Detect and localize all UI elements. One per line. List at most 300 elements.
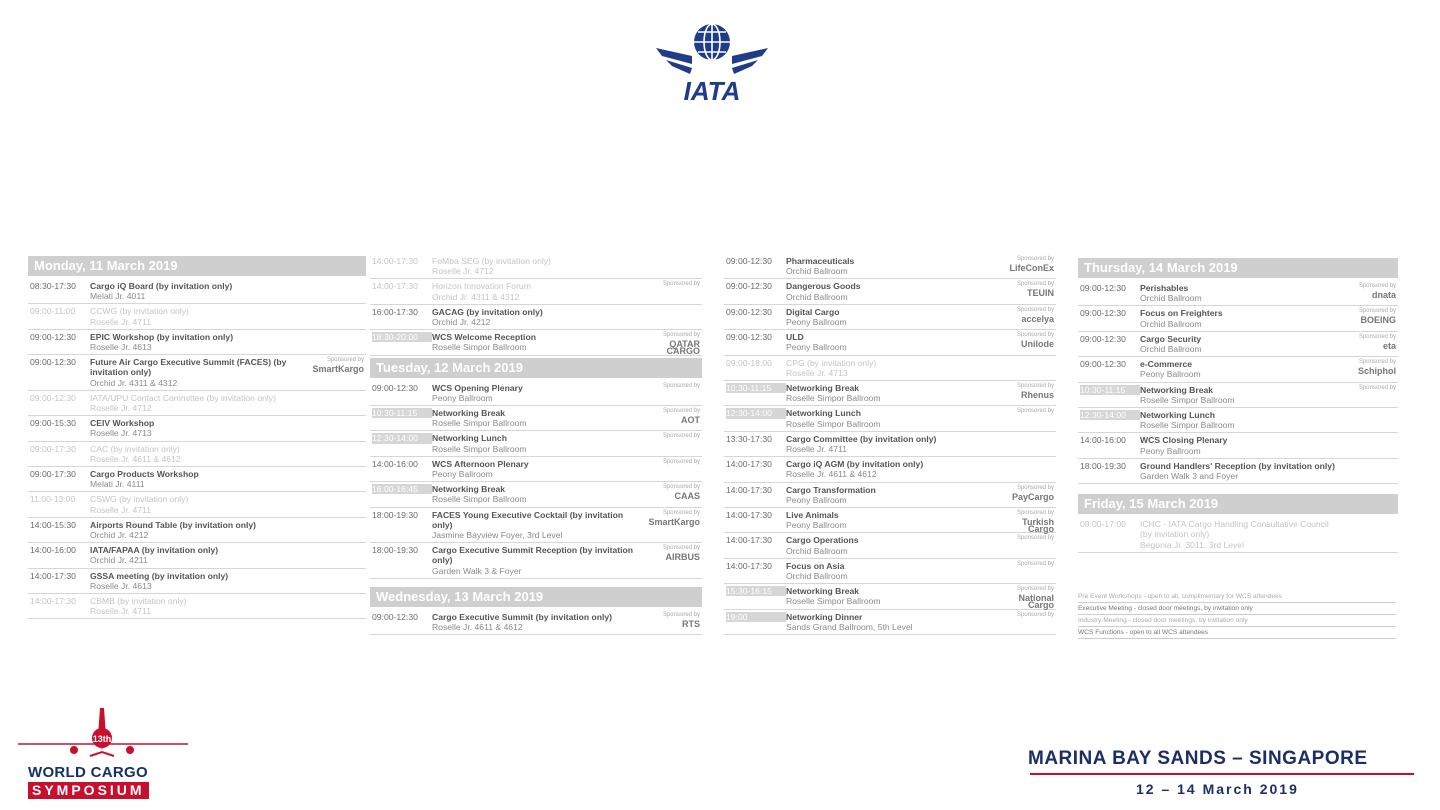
session-time: 09:00-17:30 — [30, 469, 76, 480]
session-time: 09:00-12:30 — [726, 281, 772, 292]
session-list — [370, 381, 702, 579]
session-row — [724, 330, 1056, 355]
session-title: WCS Closing Plenary — [1140, 435, 1228, 446]
session-room: Roselle Simpor Ballroom — [786, 596, 881, 607]
session-room: Peony Ballroom — [786, 342, 847, 353]
session-row — [1078, 459, 1398, 484]
session-time: 14:00-17:30 — [30, 570, 76, 581]
session-room: Roselle Jr. 4611 & 4612 — [90, 453, 181, 464]
legend — [1078, 591, 1398, 639]
sponsor-block — [1002, 307, 1054, 323]
session-time: 09:00-12:30 — [372, 611, 418, 622]
session-row — [1078, 357, 1398, 382]
session-row — [724, 533, 1056, 558]
session-room: Orchid Ballroom — [786, 545, 848, 556]
sponsor-block — [1002, 383, 1054, 399]
session-title: Cargo Committee (by invitation only) — [786, 433, 937, 444]
session-time: 09:00-12:30 — [372, 382, 418, 393]
session-details — [786, 358, 1056, 378]
session-time: 14:00-15:30 — [30, 519, 76, 530]
session-room: Orchid Ballroom — [786, 266, 848, 277]
session-title: Perishables — [1140, 283, 1189, 293]
session-row — [370, 482, 702, 507]
day-header: Monday, 11 March 2019 — [28, 256, 366, 276]
sponsor-label: Sponsored by — [662, 458, 700, 465]
sponsor-label: Sponsored by — [1016, 383, 1054, 390]
session-row — [724, 406, 1056, 431]
sponsor-logo: TEUIN — [1027, 288, 1054, 299]
session-time: 12:30-14:00 — [372, 433, 432, 443]
session-row — [370, 305, 702, 330]
sponsor-block — [1002, 561, 1054, 568]
session-room: Roselle Jr. 4611 & 4612 — [786, 469, 877, 480]
session-row — [1078, 408, 1398, 433]
iata-logo — [652, 20, 772, 104]
sponsor-block — [1002, 586, 1054, 609]
sponsor-block — [648, 408, 700, 424]
session-time: 09:00-12:30 — [1080, 359, 1126, 370]
session-room: Orchid Ballroom — [1140, 344, 1202, 355]
sponsor-logo: Rhenus — [1020, 390, 1054, 401]
sponsor-block — [1002, 510, 1054, 533]
session-room: Roselle Simpor Ballroom — [432, 418, 527, 429]
day-header: Wednesday, 13 March 2019 — [370, 587, 702, 607]
session-row — [1078, 433, 1398, 458]
session-row — [370, 330, 702, 355]
session-time: 15:30-16:15 — [726, 586, 786, 596]
session-row — [724, 457, 1056, 482]
session-room: Roselle Simpor Ballroom — [1140, 420, 1235, 431]
sponsor-block — [1002, 612, 1054, 619]
session-title: CCWG (by invitation only) — [90, 306, 189, 317]
session-title: Digital Cargo — [786, 306, 840, 317]
sponsor-block — [648, 459, 700, 466]
session-row — [370, 457, 702, 482]
session-room: Roselle Simpor Ballroom — [786, 418, 881, 429]
session-room: Peony Ballroom — [432, 469, 493, 480]
session-time: 14:00-17:30 — [726, 484, 772, 495]
session-room: Peony Ballroom — [432, 392, 493, 403]
session-time: 18:00-19:30 — [1080, 460, 1126, 471]
session-room: Roselle Simpor Ballroom — [1140, 394, 1235, 405]
session-title: Focus on Freighters — [1140, 308, 1223, 319]
session-details — [786, 459, 1056, 479]
session-title: WCS Afternoon Plenary — [432, 458, 529, 469]
sponsor-logo: RTS — [682, 618, 700, 629]
session-title: Networking Break — [432, 408, 506, 419]
session-details — [90, 393, 366, 413]
session-time: 09:00-12:30 — [30, 357, 76, 368]
session-time: 09:00-17:30 — [30, 443, 76, 454]
session-row — [370, 279, 702, 304]
legend-item: Pre Event Workshops - open to all, complimentary for WCS attendees — [1078, 591, 1396, 603]
session-title: Horizon Innovation Forum — [432, 281, 531, 292]
sponsor-label: Sponsored by — [662, 484, 700, 491]
session-room: Jasmine Bayview Foyer, 3rd Level — [432, 530, 563, 541]
session-room: Orchid Ballroom — [786, 291, 848, 302]
session-row — [1078, 383, 1398, 408]
session-time: 09:00-18:00 — [726, 357, 772, 368]
session-room: Peony Ballroom — [786, 494, 847, 505]
session-time: 13:30-17:30 — [726, 433, 772, 444]
session-title: Live Animals — [786, 510, 839, 521]
session-row — [724, 610, 1056, 635]
wcs-subtitle: SYMPOSIUM — [28, 782, 149, 799]
session-title: FoMba SEG (by invitation only) — [432, 256, 551, 266]
sponsor-block — [1002, 332, 1054, 348]
sponsor-label: Sponsored by — [662, 433, 700, 440]
sponsor-block — [1344, 283, 1396, 299]
session-row — [370, 610, 702, 635]
session-room: Orchid Jr. 4311 & 4312 — [90, 377, 178, 388]
session-title: Cargo Executive Summit Reception (by invitation only) — [432, 545, 634, 566]
session-time: 16:00-16:45 — [372, 484, 432, 494]
wcs-title: WORLD CARGO — [28, 764, 148, 781]
session-time: 09:00-12:30 — [1080, 333, 1126, 344]
session-room: Garden Walk 3 & Foyer — [432, 565, 522, 576]
sponsor-block — [648, 510, 700, 526]
sponsor-block — [648, 383, 700, 390]
session-time: 12:30-14:00 — [1080, 410, 1140, 420]
session-row — [724, 559, 1056, 584]
day-header: Tuesday, 12 March 2019 — [370, 358, 702, 378]
sponsor-label: Sponsored by — [1358, 384, 1396, 391]
session-row — [724, 508, 1056, 533]
session-details — [1140, 435, 1398, 455]
session-title: Networking Lunch — [1140, 410, 1215, 421]
sponsor-label: Sponsored by — [1016, 306, 1054, 313]
session-list — [724, 254, 1056, 635]
legend-item: WCS Functions - open to all WCS attendees — [1078, 627, 1396, 639]
session-title: WCS Opening Plenary — [432, 382, 523, 393]
sponsor-logo: SmartKargo — [648, 516, 700, 527]
event-dates: 12 – 14 March 2019 — [1136, 781, 1299, 797]
session-list — [1078, 517, 1398, 553]
sponsor-label: Sponsored by — [1358, 283, 1396, 289]
session-time: 09:00-12:30 — [726, 306, 772, 317]
session-title: Cargo Executive Summit (by invitation only) — [432, 611, 613, 622]
session-room: Roselle Simpor Ballroom — [432, 443, 527, 454]
session-list — [370, 254, 702, 356]
sponsor-block — [1344, 359, 1396, 375]
session-time: 18:00-19:30 — [372, 545, 418, 556]
sponsor-label: Sponsored by — [1016, 332, 1054, 339]
session-time: 09:00-12:30 — [30, 331, 76, 342]
session-title: e-Commerce — [1140, 359, 1193, 370]
session-row — [28, 416, 366, 441]
session-details — [1140, 519, 1398, 550]
session-details — [432, 307, 702, 327]
session-room: Peony Ballroom — [786, 520, 847, 531]
sponsor-block — [1344, 334, 1396, 350]
session-row — [28, 518, 366, 543]
session-title: Ground Handlers' Reception (by invitation only) — [1140, 460, 1335, 471]
session-title: CSWG (by invitation only) — [90, 494, 189, 505]
sponsor-logo: AOT — [681, 415, 700, 426]
sponsor-logo: BOEING — [1360, 315, 1396, 326]
session-room: Melati Jr. 4011 — [90, 291, 146, 302]
session-details — [90, 494, 366, 514]
venue-title: MARINA BAY SANDS – SINGAPORE — [1028, 748, 1368, 769]
wcs-edition: 13th — [92, 734, 112, 744]
sponsor-logo: PayCargo — [1011, 491, 1054, 502]
session-title: Networking Dinner — [786, 611, 863, 622]
session-row — [370, 406, 702, 431]
session-title: Networking Break — [432, 484, 506, 495]
session-details — [90, 469, 366, 489]
session-row — [370, 254, 702, 279]
day-header: Thursday, 14 March 2019 — [1078, 258, 1398, 278]
session-time: 16:00-17:30 — [372, 306, 418, 317]
session-time: 09:00-15:30 — [30, 418, 76, 429]
sponsor-label: Sponsored by — [662, 545, 700, 552]
sponsor-logo: Turkish Cargo — [1022, 517, 1054, 535]
session-row — [724, 356, 1056, 381]
session-room: Roselle Jr. 4712 — [432, 266, 494, 277]
session-title: Cargo Operations — [786, 535, 859, 546]
session-room: Roselle Jr. 4713 — [90, 428, 152, 439]
sponsor-block — [1002, 408, 1054, 415]
sponsor-label: Sponsored by — [1016, 281, 1054, 288]
sponsor-block — [1002, 535, 1054, 542]
session-time: 10:30-11:15 — [372, 408, 432, 418]
iata-logo-text: IATA — [683, 76, 741, 104]
session-row — [370, 543, 702, 579]
session-room: Roselle Jr. 4711 — [786, 444, 847, 455]
session-room: Roselle Simpor Ballroom — [432, 494, 527, 505]
session-room: Orchid Jr. 4212 — [90, 530, 149, 541]
session-details — [90, 596, 366, 616]
session-time: 14:00-17:30 — [372, 281, 418, 292]
session-details — [1140, 410, 1398, 430]
sponsor-label: Sponsored by — [326, 357, 364, 364]
sponsor-logo: Unilode — [1021, 339, 1054, 350]
sponsor-label: Sponsored by — [662, 408, 700, 415]
column-monday — [28, 254, 366, 619]
session-time: 14:00-17:30 — [726, 535, 772, 546]
session-row — [370, 508, 702, 544]
session-title: IATA/FAPAA (by invitation only) — [90, 545, 219, 556]
sponsor-block — [1002, 485, 1054, 501]
session-title: CPG (by invitation only) — [786, 357, 877, 368]
sponsor-logo: accelya — [1021, 313, 1054, 324]
session-title: ICHC - IATA Cargo Handling Consultative Council (by invitation only) — [1140, 519, 1329, 540]
session-title: FACES Young Executive Cocktail (by invitation only) — [432, 509, 624, 530]
session-row — [28, 355, 366, 391]
session-details — [90, 418, 366, 438]
session-time: 09:00-11:00 — [30, 306, 76, 317]
session-row — [28, 279, 366, 304]
session-room: Sands Grand Ballroom, 5th Level — [786, 621, 913, 632]
session-row — [370, 381, 702, 406]
sponsor-label: Sponsored by — [662, 281, 700, 288]
sponsor-label: Sponsored by — [1016, 484, 1054, 491]
session-row — [724, 432, 1056, 457]
session-title: Airports Round Table (by invitation only) — [90, 519, 256, 530]
session-details — [90, 332, 366, 352]
session-row — [724, 305, 1056, 330]
sponsor-logo: LifeConEx — [1009, 263, 1054, 273]
sponsor-block — [648, 612, 700, 628]
session-row — [724, 381, 1056, 406]
sponsor-block — [1002, 256, 1054, 272]
session-details — [90, 444, 366, 464]
session-room: Orchid Ballroom — [786, 571, 848, 582]
sponsor-block — [312, 357, 364, 373]
sponsor-label: Sponsored by — [1358, 308, 1396, 315]
session-time: 14:00-16:00 — [372, 458, 418, 469]
sponsor-label: Sponsored by — [1016, 510, 1054, 517]
session-title: Cargo Transformation — [786, 484, 876, 495]
session-room: Orchid Jr. 4211 — [90, 555, 148, 566]
session-list — [28, 279, 366, 619]
sponsor-label: Sponsored by — [1358, 359, 1396, 366]
sponsor-label: Sponsored by — [1016, 586, 1054, 593]
sponsor-logo: eta — [1382, 340, 1396, 351]
sponsor-block — [648, 433, 700, 440]
sponsor-label: Sponsored by — [1016, 611, 1054, 618]
session-room: Garden Walk 3 and Foyer — [1140, 471, 1239, 482]
session-time: 14:00-17:30 — [726, 459, 772, 470]
session-row — [28, 467, 366, 492]
sponsor-logo: QATAR CARGO — [666, 339, 700, 357]
session-title: Networking Lunch — [432, 433, 507, 444]
session-title: WCS Welcome Reception — [432, 332, 536, 343]
sponsor-label: Sponsored by — [1016, 256, 1054, 262]
session-time: 14:00-16:00 — [30, 545, 76, 556]
sponsor-label: Sponsored by — [662, 382, 700, 389]
session-row — [28, 391, 366, 416]
column-thursday — [1078, 256, 1398, 639]
sponsor-label: Sponsored by — [1016, 535, 1054, 542]
session-row — [28, 442, 366, 467]
sponsor-logo: Schiphol — [1358, 366, 1396, 377]
session-title: CBMB (by invitation only) — [90, 596, 187, 607]
session-details — [90, 306, 366, 326]
session-time: 14:00-17:30 — [726, 510, 772, 521]
session-title: GSSA meeting (by invitation only) — [90, 570, 229, 581]
session-title: ULD — [786, 332, 804, 343]
session-details — [90, 281, 366, 301]
session-room: Begonia Jr. 3011, 3rd Level — [1140, 539, 1244, 550]
sponsor-label: Sponsored by — [662, 509, 700, 516]
sponsor-logo: SmartKargo — [312, 364, 364, 375]
session-time: 14:00-17:30 — [30, 596, 76, 607]
session-title: Networking Lunch — [786, 408, 861, 419]
session-time: 09:00-12:30 — [726, 332, 772, 343]
session-row — [1078, 281, 1398, 306]
sponsor-logo: CAAS — [674, 491, 700, 502]
session-title: Cargo iQ AGM (by invitation only) — [786, 459, 924, 470]
session-room: Roselle Jr. 4611 & 4612 — [432, 622, 523, 633]
session-room: Roselle Jr. 4613 — [90, 580, 152, 591]
session-time: 10:30-11:15 — [1080, 385, 1140, 395]
session-list — [1078, 281, 1398, 484]
session-title: Dangerous Goods — [786, 281, 861, 292]
session-row — [724, 584, 1056, 609]
sponsor-block — [1344, 308, 1396, 324]
session-title: Pharmaceuticals — [786, 256, 855, 266]
sponsor-block — [648, 332, 700, 355]
session-details — [786, 434, 1056, 454]
session-title: Networking Break — [1140, 384, 1214, 395]
session-row — [724, 254, 1056, 279]
sponsor-logo: AIRBUS — [665, 552, 700, 563]
column-tuesday — [370, 254, 702, 635]
session-title: CEIV Workshop — [90, 418, 155, 429]
schedule-right — [718, 252, 1418, 668]
session-details — [90, 545, 366, 565]
session-title: Networking Break — [786, 586, 860, 597]
sponsor-label: Sponsored by — [662, 611, 700, 618]
session-row — [724, 483, 1056, 508]
session-time: 09:00-12:30 — [1080, 283, 1126, 293]
session-time: 09:00-17:00 — [1080, 519, 1126, 530]
session-row — [724, 279, 1056, 304]
session-list — [370, 610, 702, 635]
session-title: Cargo Products Workshop — [90, 469, 199, 480]
session-room: Orchid Jr. 4311 & 4312 — [432, 291, 520, 302]
sponsor-logo: National Cargo — [1018, 593, 1054, 611]
session-row — [1078, 517, 1398, 553]
session-title: Future Air Cargo Executive Summit (FACES) (by invitation only) — [90, 357, 287, 378]
day-header: Friday, 15 March 2019 — [1078, 494, 1398, 514]
sponsor-label: Sponsored by — [1358, 333, 1396, 340]
sponsor-logo: dnata — [1371, 290, 1396, 300]
session-time: 18:00-19:30 — [372, 509, 418, 520]
session-title: CAC (by invitation only) — [90, 443, 180, 454]
session-time: 09:00-12:30 — [30, 392, 76, 403]
session-time: 14:00-17:30 — [372, 256, 418, 266]
session-time: 11:00-13:00 — [30, 494, 76, 505]
session-room: Roselle Jr. 4711 — [90, 504, 151, 515]
sponsor-block — [648, 484, 700, 500]
sponsor-label: Sponsored by — [1016, 560, 1054, 567]
legend-item: Industry Meeting - closed door meetings, by invitation only — [1078, 615, 1396, 627]
session-row — [28, 569, 366, 594]
session-room: Orchid Ballroom — [1140, 293, 1202, 304]
session-room: Orchid Jr. 4212 — [432, 317, 491, 328]
session-room: Peony Ballroom — [786, 317, 847, 328]
session-time: 09:00-12:30 — [1080, 308, 1126, 319]
session-time: 09:00-12:30 — [726, 256, 772, 266]
venue-underline — [1030, 773, 1414, 775]
session-time: 12:30-14:00 — [726, 408, 786, 418]
session-details — [90, 571, 366, 591]
session-row — [370, 431, 702, 456]
session-room: Orchid Ballroom — [1140, 318, 1202, 329]
session-row — [1078, 306, 1398, 331]
session-time: 14:00-16:00 — [1080, 435, 1126, 446]
session-title: Focus on Asia — [786, 560, 845, 571]
session-room: Peony Ballroom — [1140, 369, 1201, 380]
sponsor-block — [1002, 281, 1054, 297]
session-title: EPIC Workshop (by invitation only) — [90, 331, 234, 342]
session-row — [28, 543, 366, 568]
schedule-left — [22, 252, 708, 668]
session-time: 08:30-17:30 — [30, 281, 76, 291]
session-room: Roselle Jr. 4713 — [786, 367, 848, 378]
session-row — [28, 492, 366, 517]
session-title: IATA/UPU Contact Committee (by invitation only) — [90, 392, 276, 403]
session-time: 10:30-11:15 — [726, 383, 786, 393]
session-room: Roselle Jr. 4613 — [90, 342, 152, 353]
session-title: Networking Break — [786, 383, 860, 394]
legend-item: Executive Meeting - closed door meetings, by invitation only — [1078, 603, 1396, 615]
session-details — [1140, 461, 1398, 481]
session-room: Roselle Simpor Ballroom — [432, 342, 527, 353]
session-room: Roselle Simpor Ballroom — [786, 393, 881, 404]
